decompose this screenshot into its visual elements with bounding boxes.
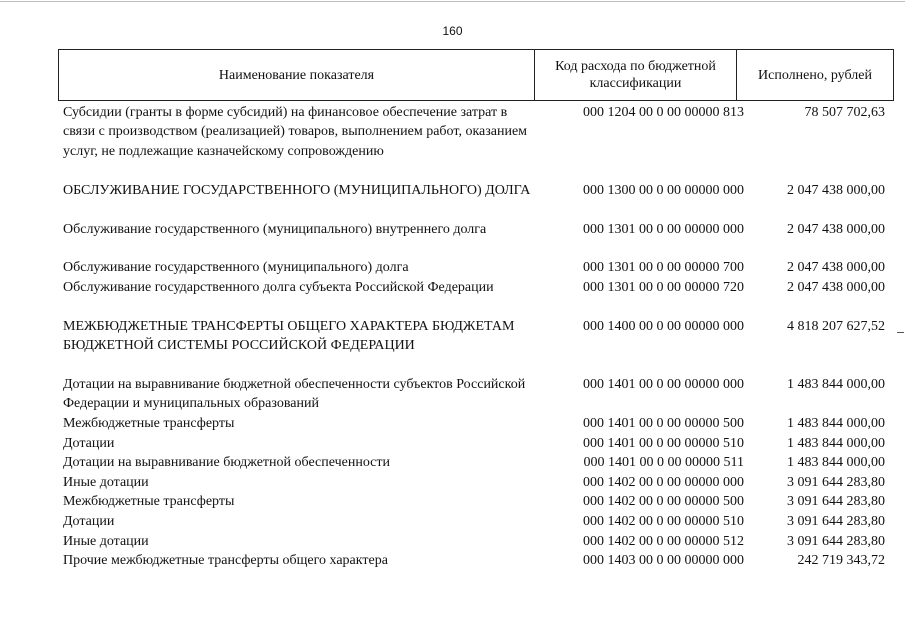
row-amount: 78 507 702,63 bbox=[804, 105, 885, 120]
row-amount: 2 047 438 000,00 bbox=[787, 222, 885, 237]
row-name: Дотации bbox=[63, 435, 115, 451]
row-code: 000 1401 00 0 00 00000 000 bbox=[583, 377, 744, 392]
row-amount: 3 091 644 283,80 bbox=[787, 513, 885, 529]
table-row bbox=[63, 473, 885, 493]
row-code: 000 1402 00 0 00 00000 512 bbox=[583, 533, 744, 549]
row-code: 000 1301 00 0 00 00000 000 bbox=[583, 222, 744, 237]
table-row bbox=[63, 317, 885, 375]
row-amount: 3 091 644 283,80 bbox=[787, 474, 885, 490]
row-code: 000 1401 00 0 00 00000 500 bbox=[583, 416, 744, 431]
row-amount: 4 818 207 627,52 bbox=[787, 319, 885, 334]
row-amount: 1 483 844 000,00 bbox=[787, 435, 885, 451]
table-row bbox=[63, 258, 885, 278]
row-code: 000 1301 00 0 00 00000 700 bbox=[583, 260, 744, 275]
row-name: МЕЖБЮДЖЕТНЫЕ ТРАНСФЕРТЫ ОБЩЕГО ХАРАКТЕРА БЮДЖЕТАМ БЮДЖЕТНОЙ СИСТЕМЫ РОССИЙСКОЙ ФЕДЕРАЦИИ bbox=[63, 319, 515, 354]
header-name: Наименование показателя bbox=[59, 50, 535, 100]
row-name: Прочие межбюджетные трансферты общего характера bbox=[63, 553, 388, 569]
row-name: ОБСЛУЖИВАНИЕ ГОСУДАРСТВЕННОГО (МУНИЦИПАЛЬНОГО) ДОЛГА bbox=[63, 183, 531, 198]
row-code: 000 1300 00 0 00 00000 000 bbox=[583, 183, 744, 198]
row-name: Обслуживание государственного (муниципального) внутреннего долга bbox=[63, 222, 487, 237]
table-header bbox=[58, 49, 894, 101]
row-amount: 242 719 343,72 bbox=[797, 553, 885, 569]
table-row bbox=[63, 453, 885, 473]
table-row bbox=[63, 103, 885, 161]
row-amount: 2 047 438 000,00 bbox=[787, 280, 885, 295]
table-row bbox=[63, 220, 885, 239]
row-name: Субсидии (гранты в форме субсидий) на финансовое обеспечение затрат в связи с производством (реализацией) товаров, выполнением работ, оказанием услуг, не подлежащие казначейскому сопровождению bbox=[63, 105, 528, 159]
table-body bbox=[63, 103, 885, 571]
table-row bbox=[63, 414, 885, 434]
row-amount: 3 091 644 283,80 bbox=[787, 494, 885, 510]
row-name: Дотации bbox=[63, 513, 115, 529]
table-row bbox=[63, 532, 885, 552]
margin-mark bbox=[897, 332, 904, 333]
table-row bbox=[63, 492, 885, 512]
table-row bbox=[63, 512, 885, 532]
row-name: Дотации на выравнивание бюджетной обеспеченности субъектов Российской Федерации и муниципальных образований bbox=[63, 377, 526, 412]
row-code: 000 1401 00 0 00 00000 511 bbox=[583, 455, 744, 471]
row-name: Межбюджетные трансферты bbox=[63, 494, 235, 510]
row-amount: 3 091 644 283,80 bbox=[787, 533, 885, 549]
header-code: Код расхода по бюджетной классификации bbox=[535, 50, 737, 100]
row-name: Обслуживание государственного (муниципального) долга bbox=[63, 260, 409, 275]
row-amount: 1 483 844 000,00 bbox=[787, 416, 885, 431]
row-name: Дотации на выравнивание бюджетной обеспеченности bbox=[63, 455, 390, 471]
header-executed: Исполнено, рублей bbox=[758, 67, 872, 83]
table-row bbox=[63, 551, 885, 571]
scan-edge-line bbox=[0, 1, 905, 2]
row-code: 000 1400 00 0 00 00000 000 bbox=[583, 319, 744, 334]
row-name: Иные дотации bbox=[63, 474, 149, 490]
row-amount: 2 047 438 000,00 bbox=[787, 183, 885, 198]
row-code: 000 1402 00 0 00 00000 500 bbox=[583, 494, 744, 510]
row-code: 000 1402 00 0 00 00000 000 bbox=[583, 474, 744, 490]
row-code: 000 1401 00 0 00 00000 510 bbox=[583, 435, 744, 451]
table-row bbox=[63, 375, 885, 414]
row-name: Обслуживание государственного долга субъекта Российской Федерации bbox=[63, 280, 494, 295]
row-code: 000 1402 00 0 00 00000 510 bbox=[583, 513, 744, 529]
table-row bbox=[63, 181, 885, 220]
row-code: 000 1301 00 0 00 00000 720 bbox=[583, 280, 744, 295]
row-amount: 1 483 844 000,00 bbox=[787, 455, 885, 471]
row-name: Иные дотации bbox=[63, 533, 149, 549]
row-amount: 1 483 844 000,00 bbox=[787, 377, 885, 392]
page-number: 160 bbox=[442, 24, 463, 38]
row-code: 000 1403 00 0 00 00000 000 bbox=[583, 553, 744, 569]
row-code: 000 1204 00 0 00 00000 813 bbox=[583, 105, 744, 120]
table-row bbox=[63, 278, 885, 298]
row-amount: 2 047 438 000,00 bbox=[787, 260, 885, 275]
table-row bbox=[63, 434, 885, 454]
row-name: Межбюджетные трансферты bbox=[63, 416, 235, 431]
